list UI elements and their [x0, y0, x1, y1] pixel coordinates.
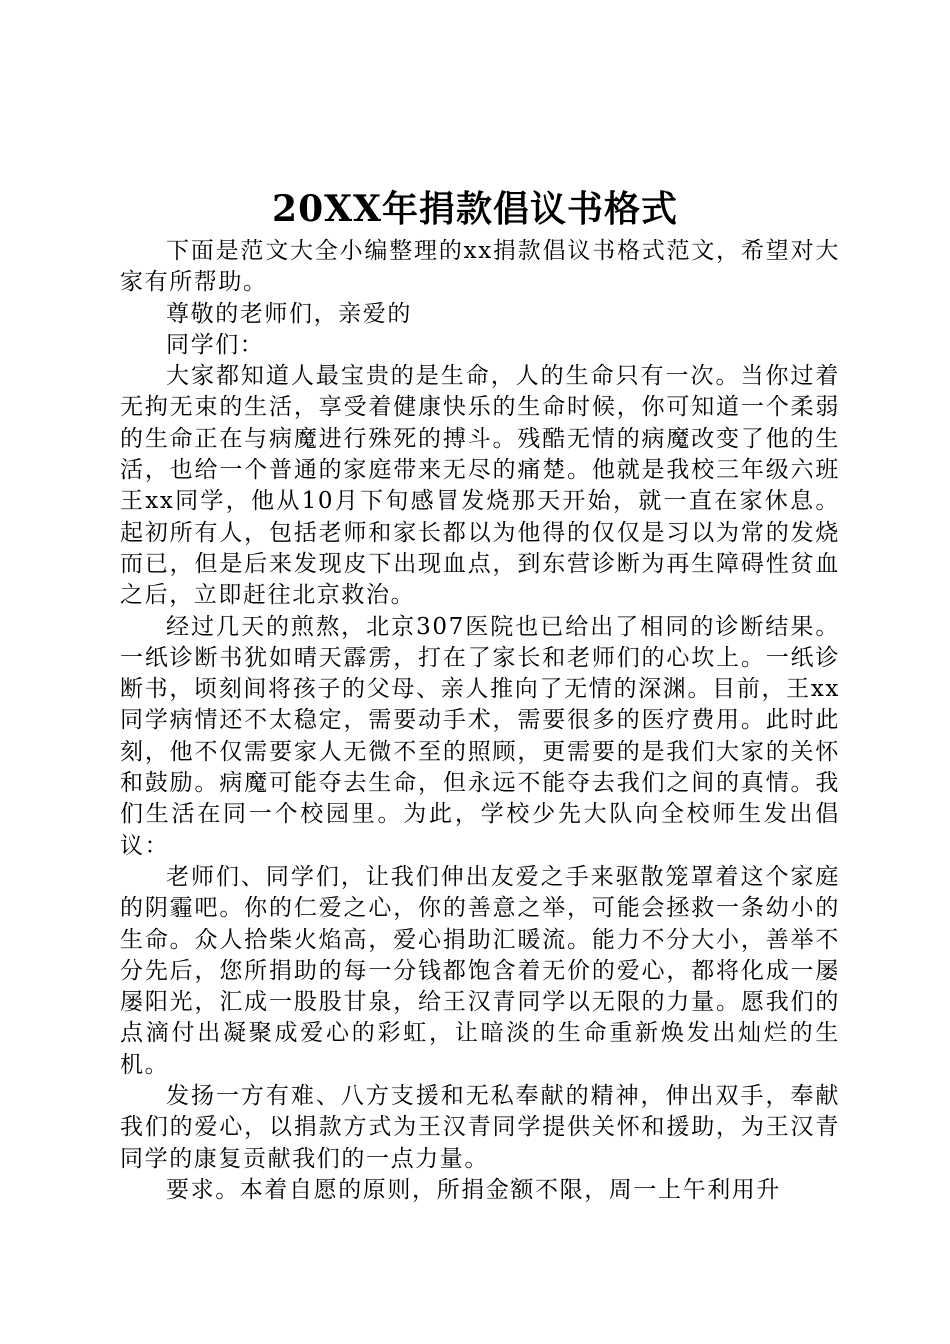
paragraph-body: 大家都知道人最宝贵的是生命，人的生命只有一次。当你过着无拘无束的生活，享受着健康快乐的生命时候，你可知道一个柔弱的生命正在与病魔进行殊死的搏斗。残酷无情的病魔改变了他的生活，也给一个普通的家庭带来无尽的痛楚。他就是我校三年级六班王xx同学，他从10月下旬感冒发烧那天开始，就一直在家休息。起初所有人，包括老师和家长都以为他得的仅仅是习以为常的发烧而已，但是后来发现皮下出现血点，到东营诊断为再生障碍性贫血之后，立即赶往北京救治。 — [120, 363, 840, 609]
paragraph-intro: 下面是范文大全小编整理的xx捐款倡议书格式范文，希望对大家有所帮助。 — [120, 238, 840, 296]
document-body — [120, 236, 840, 1206]
paragraph-body: 要求。本着自愿的原则，所捐金额不限，周一上午利用升 — [166, 1176, 781, 1203]
paragraph-body: 经过几天的煎熬，北京307医院也已给出了相同的诊断结果。一纸诊断书犹如晴天霹雳，打在了家长和老师们的心坎上。一纸诊断书，顷刻间将孩子的父母、亲人推向了无情的深渊。目前，王xx同学病情还不太稳定，需要动手术，需要很多的医疗费用。此时此刻，他不仅需要家人无微不至的照顾，更需要的是我们大家的关怀和鼓励。病魔可能夺去生命，但永远不能夺去我们之间的真情。我们生活在同一个校园里。为此，学校少先大队向全校师生发出倡议： — [120, 613, 840, 859]
paragraph-body: 发扬一方有难、八方支援和无私奉献的精神，伸出双手，奉献我们的爱心，以捐款方式为王汉青同学提供关怀和援助，为王汉青同学的康复贡献我们的一点力量。 — [120, 1083, 840, 1172]
paragraph-body: 老师们、同学们，让我们伸出友爱之手来驱散笼罩着这个家庭的阴霾吧。你的仁爱之心，你的善意之举，可能会拯救一条幼小的生命。众人拾柴火焰高，爱心捐助汇暖流。能力不分大小，善举不分先后，您所捐助的每一分钱都饱含着无价的爱心，都将化成一屡屡阳光，汇成一股股甘泉，给王汉青同学以无限的力量。愿我们的点滴付出凝聚成爱心的彩虹，让暗淡的生命重新焕发出灿烂的生机。 — [120, 863, 840, 1078]
document-title: 20XX年捐款倡议书格式 — [272, 188, 678, 230]
paragraph-salutation: 尊敬的老师们，亲爱的 — [166, 300, 412, 327]
paragraph-salutation-cont: 同学们： — [166, 331, 265, 358]
